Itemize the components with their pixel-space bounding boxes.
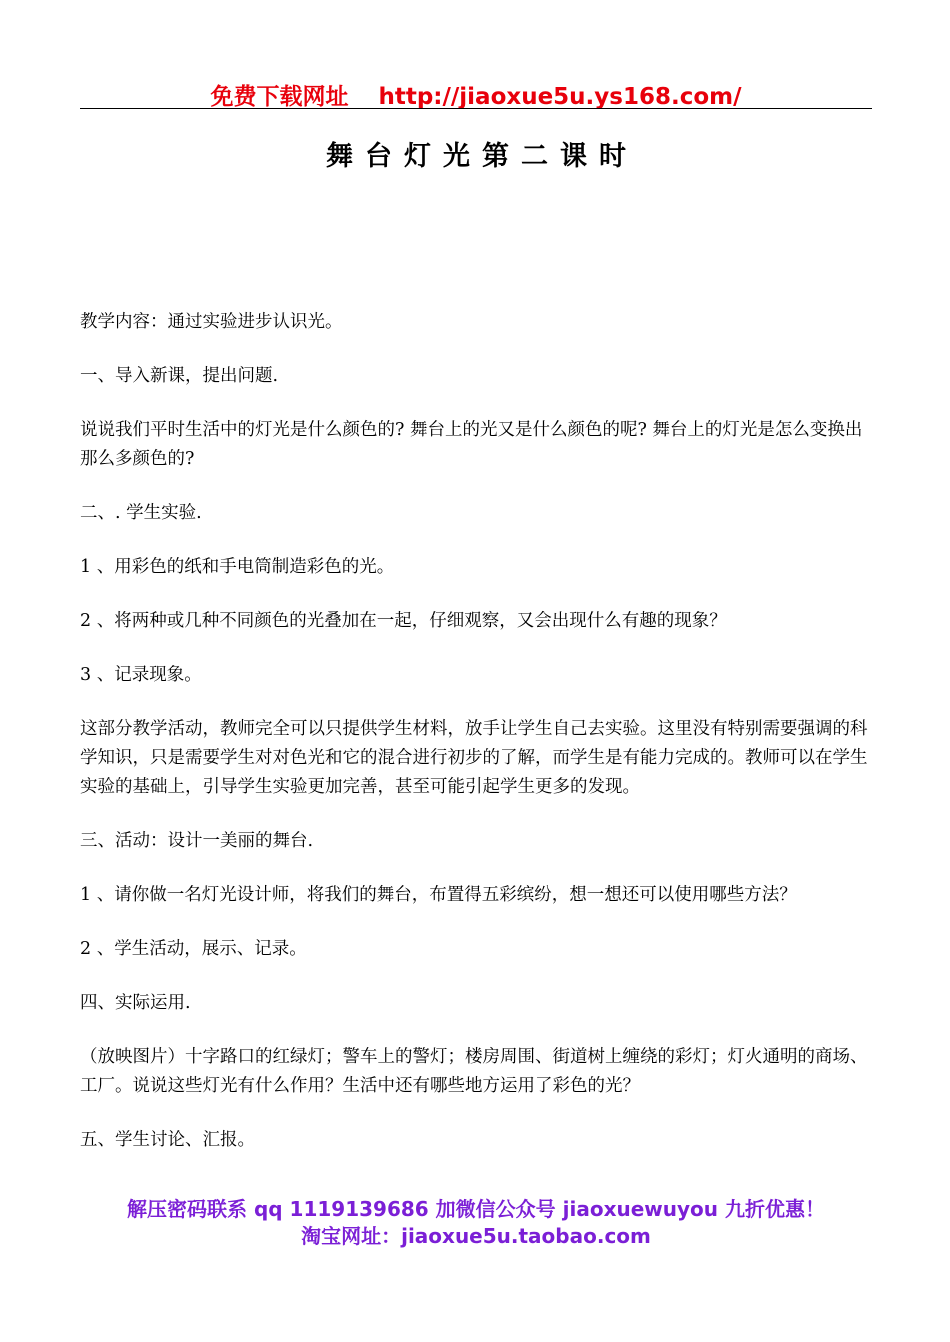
- header-url-link[interactable]: http://jiaoxue5u.ys168.com/: [378, 84, 742, 110]
- paragraph-step-2: 2 、将两种或几种不同颜色的光叠加在一起，仔细观察，又会出现什么有趣的现象？: [80, 611, 727, 631]
- paragraph-section-3-heading: 三、活动：设计一美丽的舞台.: [80, 831, 314, 851]
- page-footer: [80, 1196, 872, 1250]
- paragraph-intro-questions: 说说我们平时生活中的灯光是什么颜色的? 舞台上的光又是什么颜色的呢? 舞台上的灯光是怎么变换出那么多颜色的?: [80, 420, 863, 469]
- paragraph-step-3: 3 、记录现象。: [80, 665, 202, 685]
- footer-taobao-link[interactable]: 淘宝网址：jiaoxue5u.taobao.com: [301, 1224, 651, 1248]
- header-divider: [80, 108, 872, 109]
- paragraph-application: （放映图片）十字路口的红绿灯；警车上的警灯；楼房周围、街道树上缠绕的彩灯；灯火通明的商场、工厂。说说这些灯光有什么作用？生活中还有哪些地方运用了彩色的光？: [80, 1047, 868, 1096]
- paragraph-step-1: 1 、用彩色的纸和手电筒制造彩色的光。: [80, 557, 395, 577]
- document-title: 舞台灯光第二课时: [326, 141, 638, 172]
- paragraph-teaching-content: 教学内容：通过实验进步认识光。: [80, 312, 343, 332]
- footer-contact-line: 解压密码联系 qq 1119139686 加微信公众号 jiaoxuewuyou 九折优惠！: [127, 1197, 825, 1221]
- header-label: 免费下载网址: [210, 84, 349, 110]
- paragraph-activity-2: 2 、学生活动，展示、记录。: [80, 939, 307, 959]
- paragraph-teaching-note: 这部分教学活动，教师完全可以只提供学生材料，放手让学生自己去实验。这里没有特别需要强调的科学知识，只是需要学生对对色光和它的混合进行初步的了解，而学生是有能力完成的。教师可以在学生实验的基础上，引导学生实验更加完善，甚至可能引起学生更多的发现。: [80, 719, 868, 797]
- paragraph-section-2-heading: 二、. 学生实验.: [80, 503, 202, 523]
- paragraph-section-1-heading: 一、导入新课，提出问题.: [80, 366, 279, 386]
- paragraph-section-5-heading: 五、学生讨论、汇报。: [80, 1130, 255, 1150]
- page-header: [80, 78, 872, 111]
- paragraph-activity-1: 1 、请你做一名灯光设计师，将我们的舞台，布置得五彩缤纷，想一想还可以使用哪些方法？: [80, 885, 797, 905]
- document-body: [80, 308, 872, 1180]
- paragraph-section-4-heading: 四、实际运用.: [80, 993, 191, 1013]
